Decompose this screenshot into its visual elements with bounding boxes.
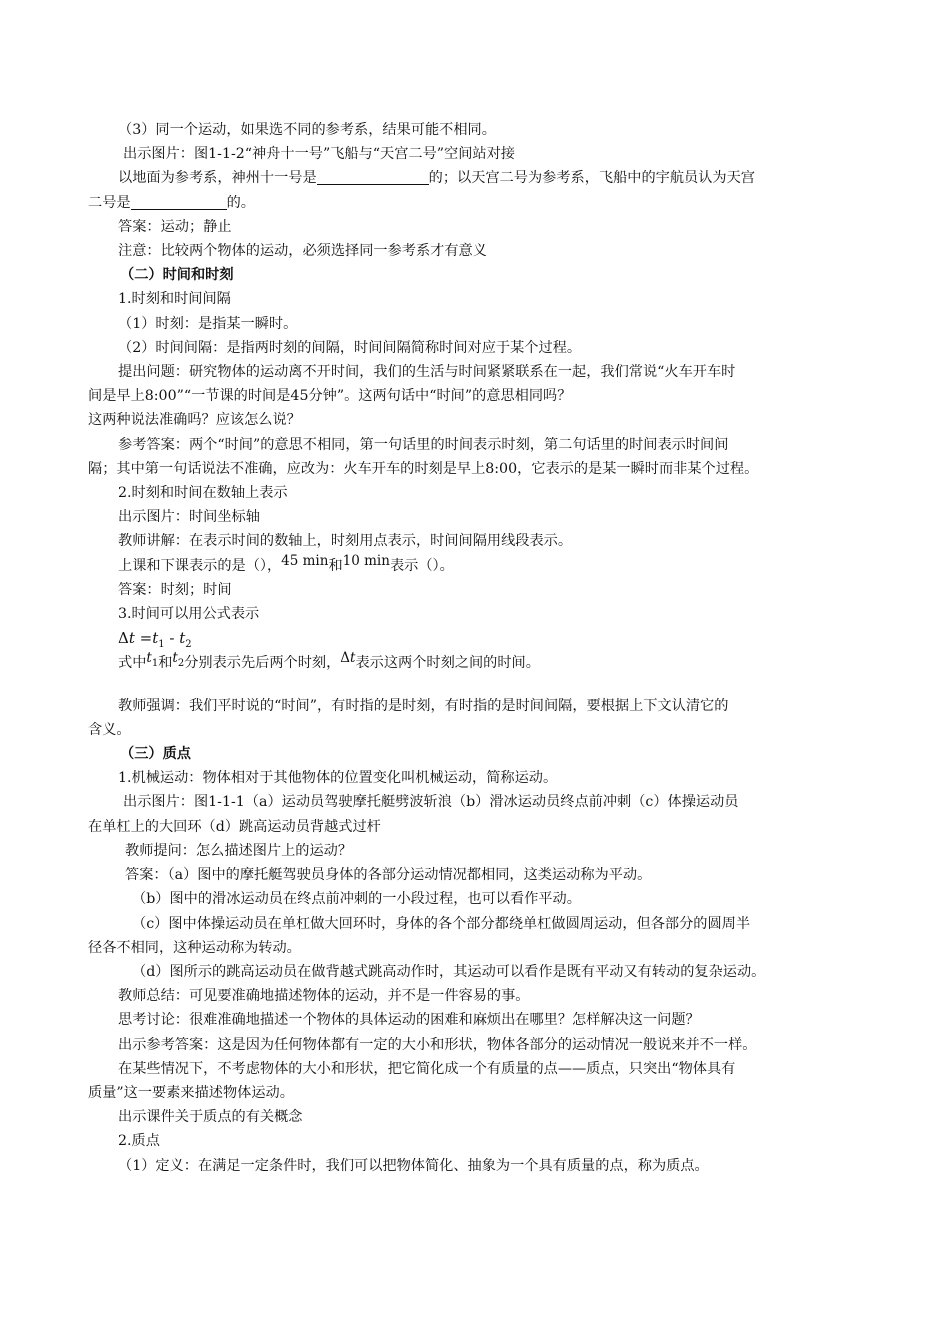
paragraph: 思考讨论：很难准确地描述一个物体的具体运动的困难和麻烦出在哪里？怎样解决这一问题？ [118, 1012, 700, 1029]
paragraph: 在某些情况下，不考虑物体的大小和形状，把它简化成一个有质量的点——质点，只突出“物体具有 [118, 1060, 736, 1077]
text: 表示（）。 [389, 557, 454, 574]
note: 注意：比较两个物体的运动，必须选择同一参考系才有意义 [118, 243, 487, 260]
answer: 答案：时刻；时间 [118, 581, 232, 598]
paragraph: 1.机械运动：物体相对于其他物体的位置变化叫机械运动，简称运动。 [118, 770, 558, 787]
paragraph: 质量”这一要素来描述物体运动。 [88, 1084, 294, 1101]
math-delta-t: Δt [340, 650, 356, 667]
answer: 答案：运动；静止 [118, 218, 232, 235]
paragraph: 教师强调：我们平时说的“时间”，有时指的是时刻，有时指的是时间间隔，要根据上下文认清它的 [118, 697, 729, 714]
math-45min: 45 min [281, 552, 329, 569]
subheading: 1.时刻和时间间隔 [118, 291, 231, 308]
text: 和 [158, 655, 173, 672]
text: 表示这两个时刻之间的时间。 [355, 655, 540, 672]
document-page [88, 118, 868, 1178]
paragraph: 答案：（a）图中的摩托艇驾驶员身体的各部分运动情况都相同，这类运动称为平动。 [125, 867, 652, 884]
subheading: 2.质点 [118, 1133, 160, 1150]
paragraph: 出示图片：图1-1-1（a）运动员驾驶摩托艇劈波斩浪（b）滑冰运动员终点前冲刺（c）体操运动员 [123, 794, 739, 811]
fill-in-question [88, 191, 868, 215]
section-heading: （三）质点 [120, 746, 191, 763]
paragraph: （3）同一个运动，如果选不同的参考系，结果可能不相同。 [118, 122, 496, 138]
formula-expression: $\Delta t =t_1 - t_2$ [118, 629, 192, 651]
subheading: 2.时刻和时间在数轴上表示 [118, 485, 288, 502]
text: 式中 [118, 655, 147, 672]
paragraph: （1）时刻：是指某一瞬时。 [118, 315, 298, 332]
paragraph: 出示课件关于质点的有关概念 [118, 1109, 303, 1126]
paragraph: （2）时间间隔：是指两时刻的间隔，时间间隔简称时间对应于某个过程。 [118, 339, 582, 356]
paragraph: 隔；其中第一句话说法不准确，应改为：火车开车的时刻是早上8:00，它表示的是某一瞬时而非某个过程。 [88, 460, 759, 477]
answer-blank [131, 193, 227, 210]
paragraph: 含义。 [88, 721, 131, 738]
paragraph: 出示图片：时间坐标轴 [118, 509, 260, 526]
math-t1: $t_1$ [146, 650, 159, 670]
paragraph: 教师总结：可见要准确地描述物体的运动，并不是一件容易的事。 [118, 988, 530, 1005]
paragraph: 径各不相同，这种运动称为转动。 [88, 939, 301, 956]
spacer [88, 676, 868, 694]
text: 分别表示先后两个时刻， [184, 655, 341, 672]
paragraph: （c）图中体操运动员在单杠做大回环时，身体的各个部分都绕单杠做圆周运动，但各部分的圆周半 [132, 915, 751, 932]
formula [88, 626, 868, 651]
paragraph: 在单杠上的大回环（d）跳高运动员背越式过杆 [88, 818, 381, 835]
paragraph: 教师讲解：在表示时间的数轴上，时刻用点表示，时间间隔用线段表示。 [118, 533, 573, 550]
paragraph: 间是早上8:00”“一节课的时间是45分钟”。这两句话中“时间”的意思相同吗？ [88, 388, 572, 405]
question-text: 的。 [226, 194, 255, 211]
paragraph [88, 651, 868, 675]
paragraph [88, 554, 868, 578]
math-10min: 10 min [342, 552, 390, 569]
paragraph: 参考答案：两个“时间”的意思不相同，第一句话里的时间表示时刻，第二句话里的时间表示时间间 [118, 436, 729, 453]
fill-in-question [88, 166, 868, 190]
paragraph: 提出问题：研究物体的运动离不开时间，我们的生活与时间紧紧联系在一起，我们常说“火车开车时 [118, 364, 736, 381]
subheading: 3.时间可以用公式表示 [118, 606, 260, 623]
text: 和 [328, 557, 343, 574]
paragraph: 这两种说法准确吗？应该怎么说？ [88, 412, 301, 429]
question-text: 二号是 [88, 194, 131, 211]
paragraph: 出示参考答案：这是因为任何物体都有一定的大小和形状，物体各部分的运动情况一般说来并不一样。 [118, 1036, 757, 1053]
math-t2: $t_2$ [172, 650, 185, 670]
paragraph: 教师提问：怎么描述图片上的运动？ [125, 842, 353, 859]
text: 上课和下课表示的是（）， [118, 557, 282, 574]
section-heading: （二）时间和时刻 [120, 267, 234, 284]
question-text: 的；以天宫二号为参考系，飞船中的宇航员认为天宫 [428, 170, 755, 187]
question-text: 以地面为参考系，神州十一号是 [118, 170, 317, 187]
paragraph: （1）定义：在满足一定条件时，我们可以把物体简化、抽象为一个具有质量的点，称为质点。 [118, 1157, 709, 1174]
paragraph: （b）图中的滑冰运动员在终点前冲刺的一小段过程，也可以看作平动。 [132, 891, 581, 908]
paragraph: （d）图所示的跳高运动员在做背越式跳高动作时，其运动可以看作是既有平动又有转动的复杂运动。 [132, 963, 766, 980]
paragraph: 出示图片：图1-1-2“神舟十一号”飞船与“天宫二号”空间站对接 [123, 146, 515, 163]
answer-blank [317, 168, 429, 185]
